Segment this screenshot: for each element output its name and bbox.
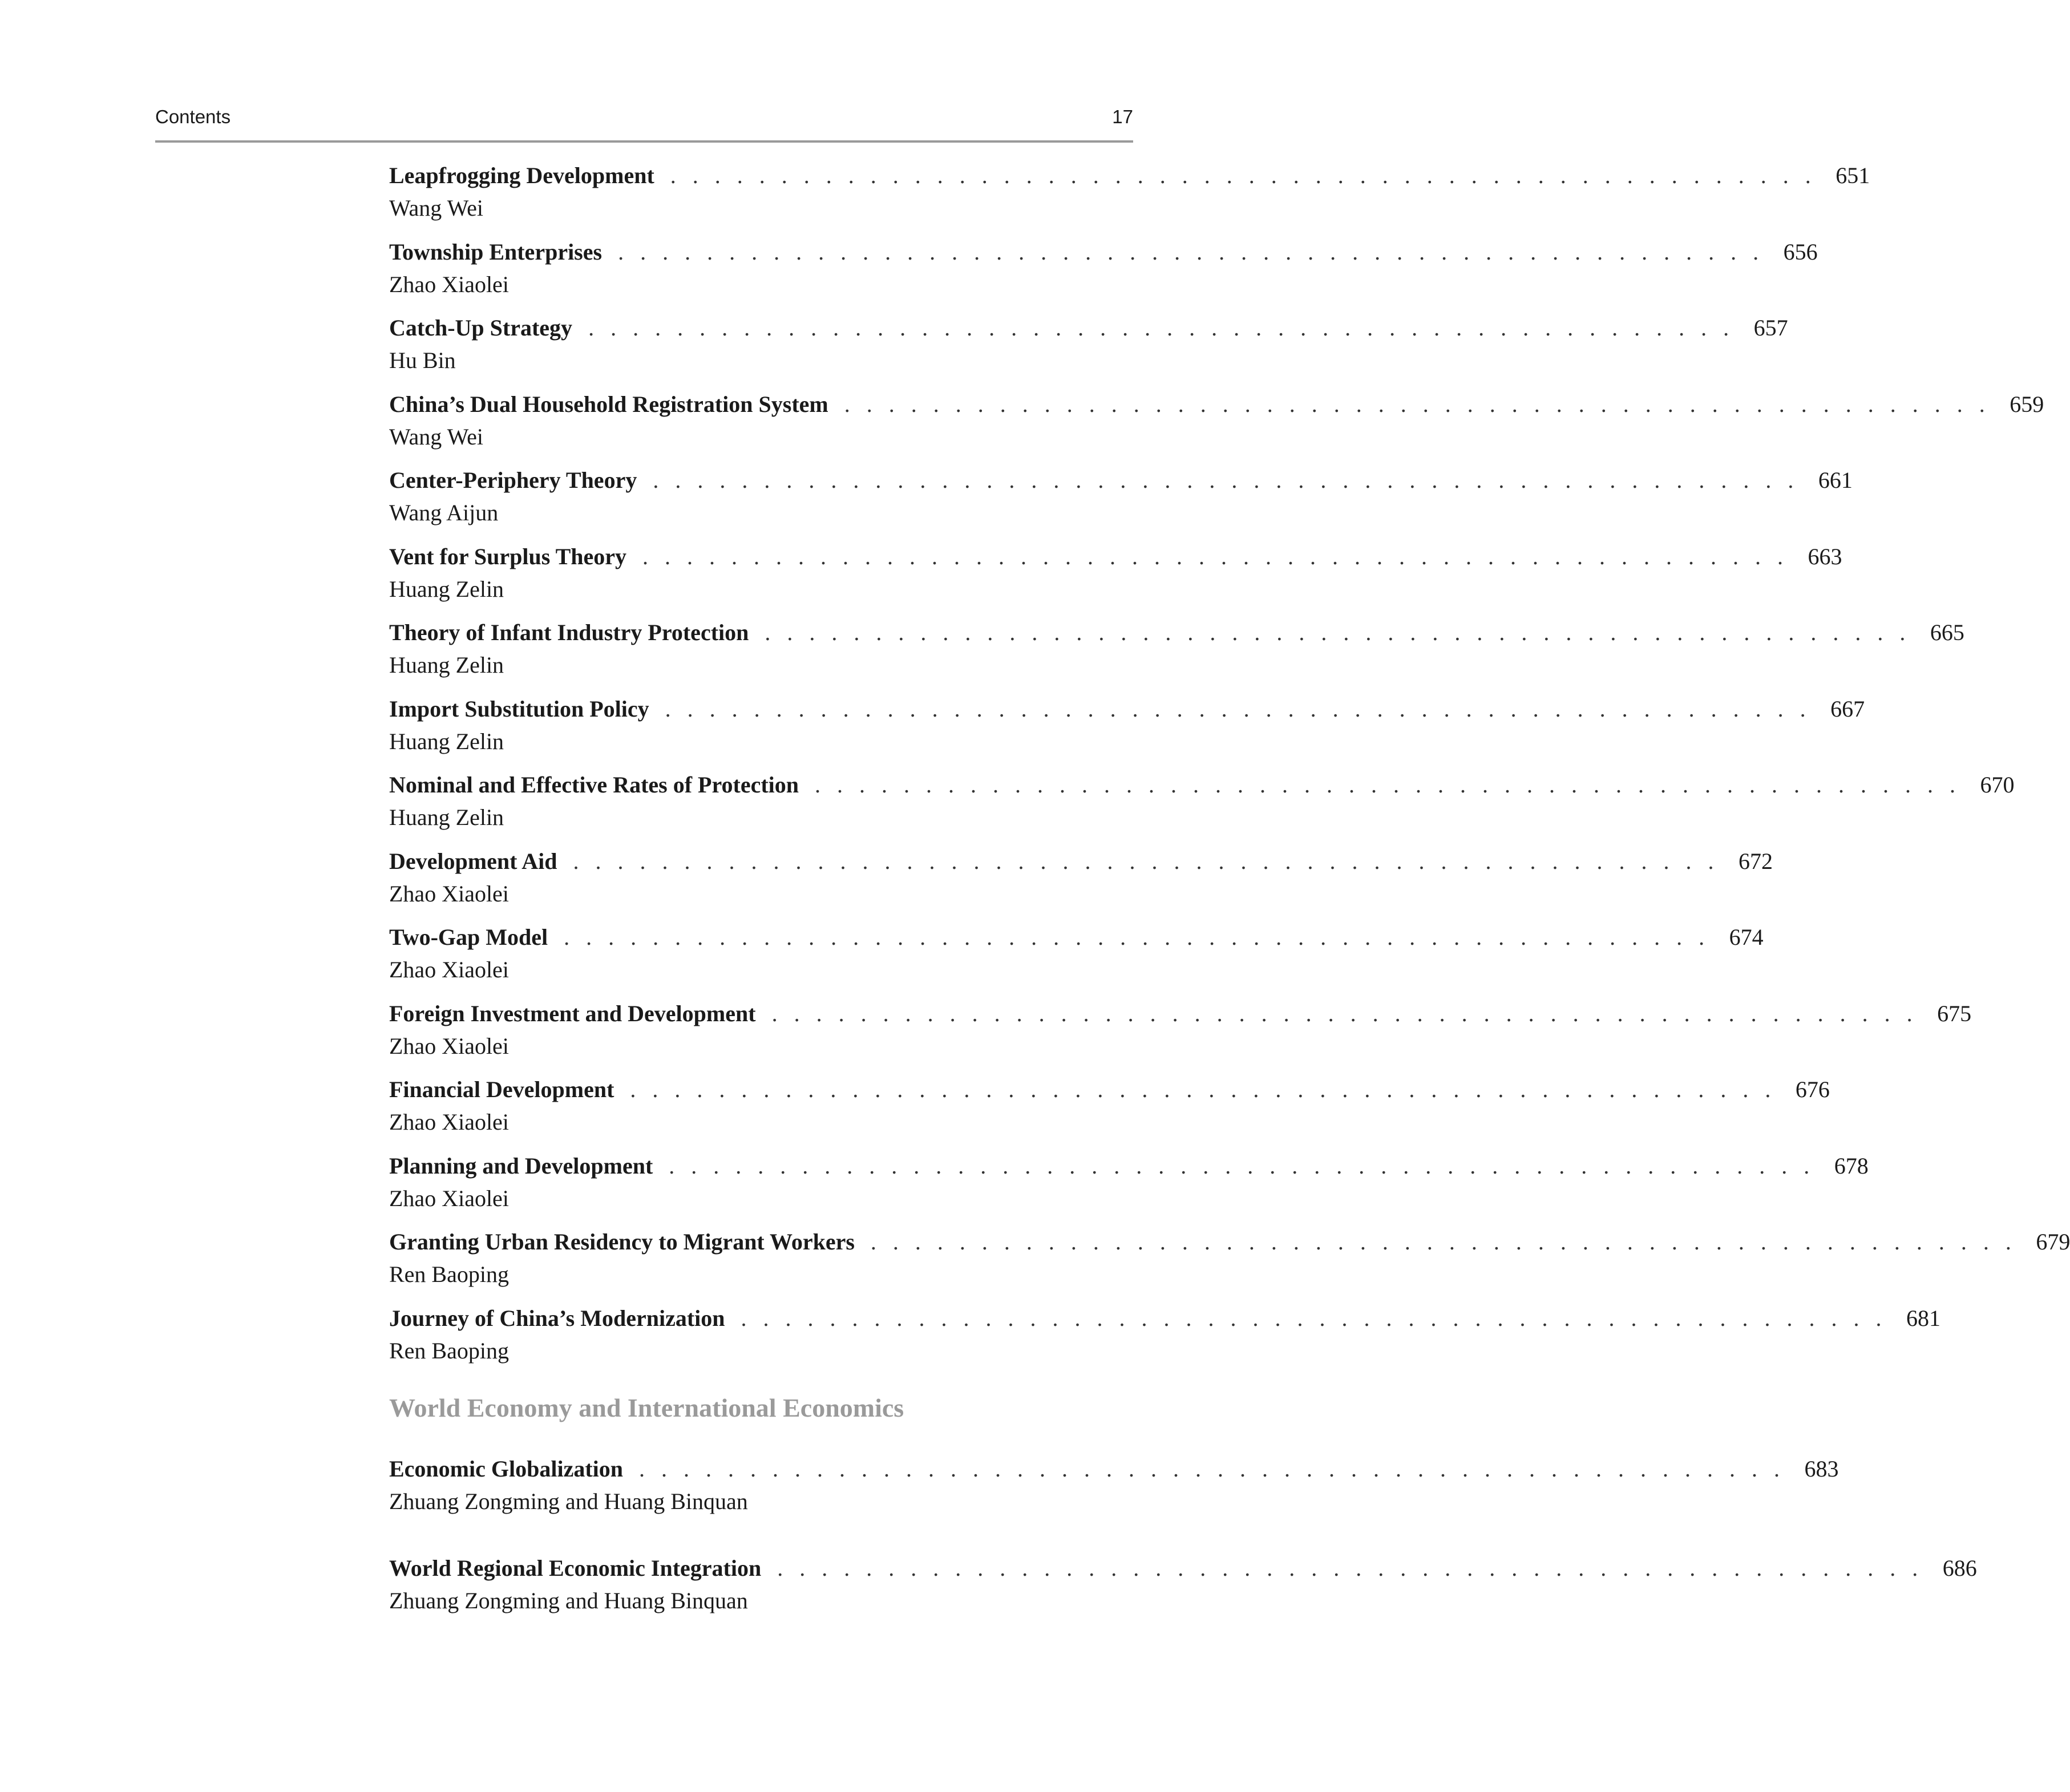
toc-entry-author: Zhao Xiaolei [389,1109,509,1135]
dot-leader: . . . . . . . . . . . . . . . . . . . . . . . . . . . . . . . . . . . . . . . . . . . . . . . . . . . . [777,1555,1923,1581]
toc-entry-title[interactable]: Center-Periphery Theory [389,467,637,493]
toc-entry-title[interactable]: Leapfrogging Development [389,163,654,188]
toc-entry-author: Ren Baoping [389,1337,509,1364]
dot-leader: . . . . . . . . . . . . . . . . . . . . . . . . . . . . . . . . . . . . . . . . . . . . . . . . . . . . [669,1152,1815,1179]
dot-leader: . . . . . . . . . . . . . . . . . . . . . . . . . . . . . . . . . . . . . . . . . . . . . . . . . . . . [630,1077,1776,1102]
toc-entry-author: Zhao Xiaolei [389,1185,509,1211]
page-header [155,103,1133,143]
toc-entry-page[interactable]: 657 [1753,315,1788,341]
toc-entry-title[interactable]: Township Enterprises [389,238,603,265]
toc-entry-page[interactable]: 670 [1980,772,2015,798]
dot-leader: . . . . . . . . . . . . . . . . . . . . . . . . . . . . . . . . . . . . . . . . . . . . . . . . . . . . [670,163,1817,188]
toc-entry-page[interactable]: 656 [1783,238,1818,265]
toc-entry-title[interactable]: Development Aid [389,848,557,874]
dot-leader: . . . . . . . . . . . . . . . . . . . . . . . . . . . . . . . . . . . . . . . . . . . . . . . . . . . . [639,1456,1785,1482]
toc-entry-title[interactable]: Financial Development [389,1077,614,1102]
dot-leader: . . . . . . . . . . . . . . . . . . . . . . . . . . . . . . . . . . . . . . . . . . . . . . . . . . . . [815,772,1961,798]
dot-leader: . . . . . . . . . . . . . . . . . . . . . . . . . . . . . . . . . . . . . . . . . . . . . . . . . . . . [642,543,1789,569]
toc-entry [389,467,1853,543]
toc-entry-title[interactable]: Catch-Up Strategy [389,315,573,341]
toc-entry [389,848,1773,924]
dot-leader: . . . . . . . . . . . . . . . . . . . . . . . . . . . . . . . . . . . . . . . . . . . . . . . . . . . . [653,467,1799,493]
toc-entry-author: Wang Wei [389,423,483,450]
section-heading: World Economy and International Economics [389,1393,904,1422]
toc-entry [389,924,1764,1000]
toc-entry-page[interactable]: 651 [1835,163,1870,188]
toc-entry [389,314,1788,391]
toc-entry [389,1076,1830,1152]
toc-entry-title[interactable]: Theory of Infant Industry Protection [389,620,749,645]
toc-entry-page[interactable]: 674 [1729,924,1764,950]
toc-entry-author: Zhao Xiaolei [389,880,509,907]
toc-entry [389,695,1865,772]
toc-entry-title[interactable]: Foreign Investment and Development [389,1000,756,1026]
toc-entry-page[interactable]: 675 [1937,1000,1972,1026]
dot-leader: . . . . . . . . . . . . . . . . . . . . . . . . . . . . . . . . . . . . . . . . . . . . . . . . . . . . [618,238,1764,265]
toc-entry-title[interactable]: Planning and Development [389,1152,653,1179]
toc-entry [389,391,2044,467]
toc-entry-page[interactable]: 663 [1808,543,1842,569]
toc-entry-title[interactable]: Vent for Surplus Theory [389,543,627,569]
toc-entry-author: Zhao Xiaolei [389,271,509,297]
toc-entry [389,771,2015,848]
toc-entry-page[interactable]: 667 [1830,695,1865,722]
dot-leader: . . . . . . . . . . . . . . . . . . . . . . . . . . . . . . . . . . . . . . . . . . . . . . . . . . . . [870,1229,2017,1255]
dot-leader: . . . . . . . . . . . . . . . . . . . . . . . . . . . . . . . . . . . . . . . . . . . . . . . . . . . . [665,695,1812,722]
toc-entry-author: Zhao Xiaolei [389,1033,509,1059]
toc-entry-title[interactable]: World Regional Economic Integration [389,1555,762,1581]
toc-entry [389,1305,1941,1381]
toc-entry-author: Zhuang Zongming and Huang Binquan [389,1488,748,1514]
running-head: Contents [155,106,231,127]
toc-entry-author: Wang Wei [389,195,483,221]
dot-leader: . . . . . . . . . . . . . . . . . . . . . . . . . . . . . . . . . . . . . . . . . . . . . . . . . . . . [844,391,1991,417]
toc-entry-author: Huang Zelin [389,652,504,678]
toc-entry-page[interactable]: 661 [1818,467,1853,493]
toc-entry [389,1555,1977,1616]
dot-leader: . . . . . . . . . . . . . . . . . . . . . . . . . . . . . . . . . . . . . . . . . . . . . . . . . . . . [564,924,1710,950]
toc-list [389,162,2070,1381]
toc-entry-page[interactable]: 659 [2010,391,2044,417]
toc-entry-title[interactable]: Two-Gap Model [389,924,548,950]
toc-entry-author: Ren Baoping [389,1261,509,1287]
page-number: 17 [1112,106,1133,127]
toc-entry-page[interactable]: 679 [2036,1229,2070,1255]
toc-entry-author: Huang Zelin [389,804,504,830]
dot-leader: . . . . . . . . . . . . . . . . . . . . . . . . . . . . . . . . . . . . . . . . . . . . . . . . . . . . [741,1305,1887,1331]
toc-entry-page[interactable]: 683 [1804,1456,1839,1482]
dot-leader: . . . . . . . . . . . . . . . . . . . . . . . . . . . . . . . . . . . . . . . . . . . . . . . . . . . . [588,315,1735,341]
toc-entry [389,1000,1972,1077]
toc-entry-author: Hu Bin [389,347,456,373]
toc-entry-title[interactable]: Economic Globalization [389,1456,623,1482]
toc-entry [389,1152,1869,1229]
toc-entry-title[interactable]: Journey of China’s Modernization [389,1305,725,1331]
dot-leader: . . . . . . . . . . . . . . . . . . . . . . . . . . . . . . . . . . . . . . . . . . . . . . . . . . . . [765,620,1911,645]
toc-entry-title[interactable]: Nominal and Effective Rates of Protection [389,772,799,798]
toc-entry-author: Huang Zelin [389,576,504,602]
dot-leader: . . . . . . . . . . . . . . . . . . . . . . . . . . . . . . . . . . . . . . . . . . . . . . . . . . . . [771,1000,1918,1026]
toc-entry [389,1228,2070,1305]
toc-entry-page[interactable]: 676 [1795,1077,1830,1102]
toc-entry-author: Huang Zelin [389,728,504,754]
toc-entry-author: Zhao Xiaolei [389,957,509,982]
toc-entry-page[interactable]: 672 [1738,848,1773,874]
toc-entry [389,543,1842,620]
toc-entry-page[interactable]: 686 [1942,1555,1977,1581]
toc-entry-author: Wang Aijun [389,500,499,525]
toc-entry-page[interactable]: 681 [1906,1305,1941,1331]
toc-entry [389,238,1818,315]
toc-entry-title[interactable]: Import Substitution Policy [389,695,649,722]
toc-entry [389,619,1964,695]
toc-entry-page[interactable]: 665 [1930,620,1964,645]
toc-entry [389,1455,1839,1517]
toc-entry-title[interactable]: China’s Dual Household Registration System [389,391,828,417]
toc-entry [389,162,1870,238]
toc-entry-title[interactable]: Granting Urban Residency to Migrant Workers [389,1229,855,1255]
toc-entry-page[interactable]: 678 [1834,1152,1869,1179]
dot-leader: . . . . . . . . . . . . . . . . . . . . . . . . . . . . . . . . . . . . . . . . . . . . . . . . . . . . [573,848,1719,874]
toc-entry-author: Zhuang Zongming and Huang Binquan [389,1588,748,1613]
